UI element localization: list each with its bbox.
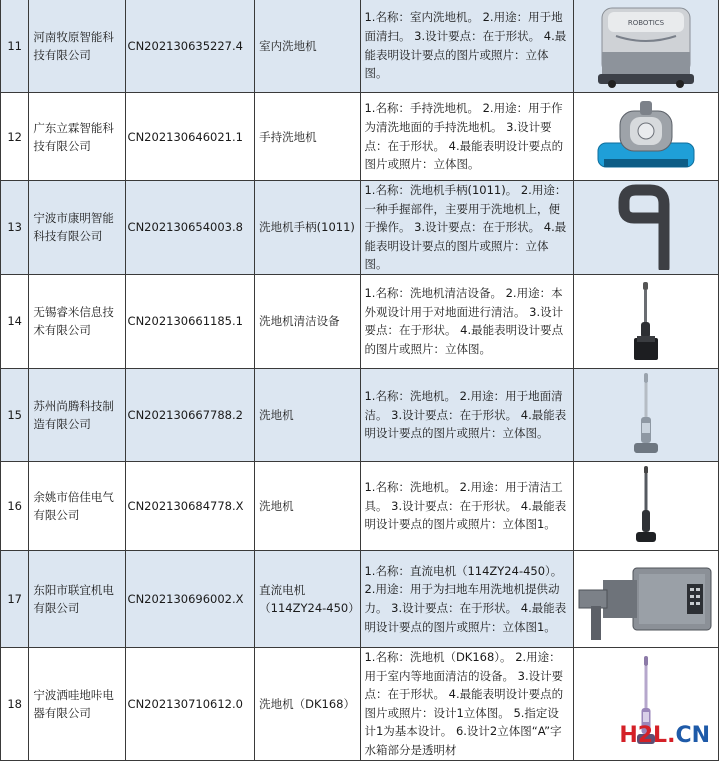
product-image-cell	[574, 0, 719, 93]
patent-number-cell: CN202130696002.X	[125, 550, 255, 647]
table-row	[1, 550, 719, 647]
product-name-cell: 洗地机	[255, 368, 361, 461]
patent-number-cell: CN202130661185.1	[125, 274, 255, 368]
patent-number-cell: CN202130710612.0	[125, 647, 255, 760]
description-cell: 1.名称：室内洗地机。 2.用途：用于地面清扫。 3.设计要点：在于形状。 4.最能表明设计要点的图片或照片：立体图。	[361, 0, 574, 93]
table-row	[1, 93, 719, 181]
company-cell: 苏州尚腾科技制造有限公司	[29, 368, 125, 461]
table-row	[1, 461, 719, 550]
product-name-cell: 洗地机（DK168）	[255, 647, 361, 760]
patent-number-cell: CN202130635227.4	[125, 0, 255, 93]
product-image-cell	[574, 368, 719, 461]
description-cell: 1.名称：手持洗地机。 2.用途：用于作为清洗地面的手持洗地机。 3.设计要点：在于形状。 4.最能表明设计要点的图片或照片：立体图。	[361, 93, 574, 181]
company-cell: 广东立霖智能科技有限公司	[29, 93, 125, 181]
company-cell: 东阳市联宜机电有限公司	[29, 550, 125, 647]
patent-number-cell: CN202130684778.X	[125, 461, 255, 550]
description-cell: 1.名称：洗地机（DK168）。 2.用途：用于室内等地面清洁的设备。 3.设计要点：在于形状。 4.最能表明设计要点的图片或照片：设计1立体图。 5.指定设计1为基本设计。 6.设计2立体图“A”字水箱部分是透明材	[361, 647, 574, 760]
watermark-logo: H2L.CN	[619, 723, 710, 748]
table-row	[1, 181, 719, 275]
table-row	[1, 647, 719, 760]
company-cell: 宁波市康明智能科技有限公司	[29, 181, 125, 275]
slim-stick-washer-icon	[626, 464, 666, 548]
table-row	[1, 274, 719, 368]
company-cell: 余姚市倍佳电气有限公司	[29, 461, 125, 550]
patent-number-cell: CN202130646021.1	[125, 93, 255, 181]
row-number: 16	[1, 461, 29, 550]
floor-scrubber-robot-icon	[586, 2, 706, 90]
product-name-cell: 手持洗地机	[255, 93, 361, 181]
brand-logo-text: ROBOTICS	[627, 18, 665, 27]
company-cell: 河南牧原智能科技有限公司	[29, 0, 125, 93]
product-name-cell: 洗地机手柄(1011)	[255, 181, 361, 275]
description-cell: 1.名称：洗地机。 2.用途：用于清洁工具。 3.设计要点：在于形状。 4.最能表明设计要点的图片或照片：立体图1。	[361, 461, 574, 550]
table-row	[1, 368, 719, 461]
product-name-cell: 洗地机	[255, 461, 361, 550]
description-cell: 1.名称：直流电机（114ZY24-450）。 2.用途：用于为扫地车用洗地机提供动力。 3.设计要点：在于形状。 4.最能表明设计要点的图片或照片：立体图1。	[361, 550, 574, 647]
patent-number-cell: CN202130667788.2	[125, 368, 255, 461]
product-image-cell	[574, 274, 719, 368]
company-cell: 无锡睿米信息技术有限公司	[29, 274, 125, 368]
description-cell: 1.名称：洗地机清洁设备。 2.用途：本外观设计用于对地面进行清洁。 3.设计要点：在于形状。 4.最能表明设计要点的图片或照片：立体图。	[361, 274, 574, 368]
handheld-floor-washer-icon	[590, 97, 702, 177]
stick-cleaner-with-base-icon	[626, 278, 666, 364]
product-name-cell: 室内洗地机	[255, 0, 361, 93]
row-number: 15	[1, 368, 29, 461]
row-number: 14	[1, 274, 29, 368]
description-cell: 1.名称：洗地机手柄(1011)。 2.用途：一种手握部件，主要用于洗地机上，便于操作。 3.设计要点：在于形状。 4.最能表明设计要点的图片或照片：立体图。	[361, 181, 574, 275]
row-number: 13	[1, 181, 29, 275]
product-image-cell	[574, 550, 719, 647]
scrubber-handle-icon	[606, 184, 686, 270]
row-number: 11	[1, 0, 29, 93]
upright-floor-washer-icon	[626, 371, 666, 459]
row-number: 12	[1, 93, 29, 181]
dc-motor-icon	[577, 554, 715, 644]
company-cell: 宁波洒哇地咔电器有限公司	[29, 647, 125, 760]
patent-number-cell: CN202130654003.8	[125, 181, 255, 275]
row-number: 18	[1, 647, 29, 760]
product-image-cell	[574, 93, 719, 181]
row-number: 17	[1, 550, 29, 647]
product-name-cell: 直流电机（114ZY24-450）	[255, 550, 361, 647]
table-row	[1, 0, 719, 93]
product-image-cell	[574, 181, 719, 275]
product-image-cell	[574, 461, 719, 550]
description-cell: 1.名称：洗地机。 2.用途：用于地面清洁。 3.设计要点：在于形状。 4.最能表明设计要点的图片或照片：立体图。	[361, 368, 574, 461]
product-name-cell: 洗地机清洁设备	[255, 274, 361, 368]
